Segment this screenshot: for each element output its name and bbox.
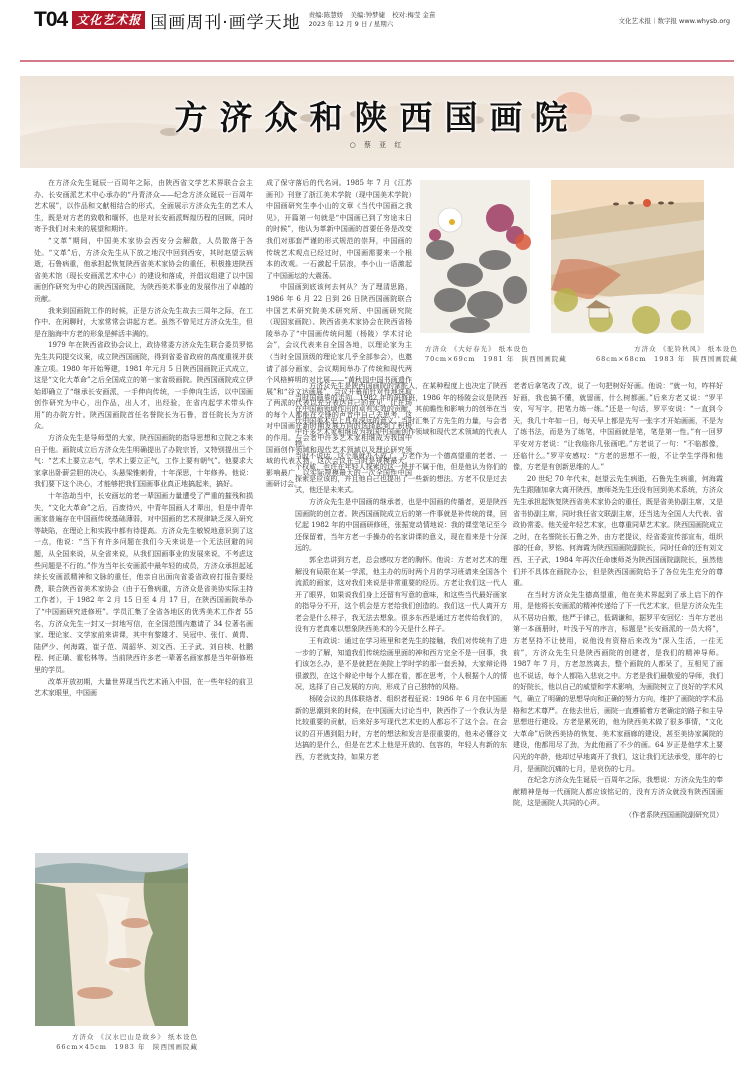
paragraph: 我来到国画院工作的时候，正是方济众先生故去三周年之际，在工作中、在闲聊时，大家常常会讲起方老。虽然不曾见过方济众先生，但是在脑海中方老的形象是鲜活丰满的。 bbox=[34, 306, 253, 338]
site-link[interactable]: 文化艺术报｜数字报 www.whysb.org bbox=[618, 16, 730, 25]
credits bbox=[309, 11, 441, 29]
article-column-1 bbox=[34, 178, 253, 843]
issue-date: 2023 年 12 月 9 日 / 星期六 bbox=[308, 20, 394, 28]
article-column-3 bbox=[295, 381, 507, 1071]
paragraph: 杨陵会议的具体联络者、组织者程征说：1986 年 6 月在中国画新的思潮到来的时候，在中国画大讨论当中，陕西作了一个我认为是比较重要的贡献，后来好多写现代艺术史的人都忘不了这个会。在会议的召开遇到阻力时，方老的想法和发言是很重要的，他未必懂谷文达搞的是什么，但是在艺术上他是开放的、包容的，年轻人有新的东西，方老就支持，如果方老 bbox=[295, 695, 507, 761]
credit-designer: 美编:钟梦婕 bbox=[350, 11, 386, 19]
painting-2-caption-meta: 68cm×68cm 1983 年 陕西国画院藏 bbox=[596, 355, 738, 363]
paragraph: 在方济众先生诞辰一百周年之际，由陕西省文学艺术界联合会主办、长安画派艺术中心承办的“丹青济众——纪念方济众诞辰一百周年艺术展”，以作品和文献相结合的形式，全面展示方济众先生的艺术人生，既是对方老的致敬和缅怀，也是对长安画派辉煌历程的回顾，同时寄予我们对未来的展望和期许。 bbox=[34, 179, 253, 234]
paper-logo: 文化艺术报 bbox=[72, 11, 145, 29]
credit-editor: 责编:陈慧娇 bbox=[308, 11, 344, 19]
painting-3-caption bbox=[38, 1032, 198, 1052]
painting-flowers bbox=[420, 180, 530, 333]
article-title: 方济众和陕西国画院 bbox=[174, 98, 580, 137]
paragraph: 在当时方济众先生德高望重，他在美术界起到了承上启下的作用，是他将长安画派的精神传递给了下一代艺术家，但是方济众先生从不居功自傲，他严于律己，低调谦和，据罗平安回忆：当年方老出第一本画册时，叶浅予写的序言，标题是“长安画派的一员大将”，方老坚持不让使用，说他没有资格后来改为“深入生活，一往无前”，方济众先生只是陕西画院的创建者，是我们的精神导师。1987 年 7 月，方老忽然离去，整个画院的人都呆了，互相见了面也不说话，每个人都陷入悲哀之中。方老是我们最敬爱的导师，我们的好院长，他以自己的威望和学术影响，为画院树立了良好的学术风气，确立了明确的思想导向和正确的努力方向，维护了画院的学术品格和艺术尊严。在他去世后，画院一直遵循着方老确定的路子和主导思想进行建设。方老是累死的，他为陕西美术做了很多事情，“文化大革命”后陕西美协的恢复、美术家画廊的建设，甚至美协家属院的建设，他都用尽了劲，为此他画了不少的画。64 岁正是他学术上要闪光的年龄，他却过早地离开了我们，这让我们无法承受，那年的七月，是画院沉痛的七月，是哀伤的七月。 bbox=[513, 590, 723, 773]
painting-2-caption bbox=[596, 344, 738, 364]
paragraph: 中国画到底该何去何从？为了理清思路，1986 年 6 月 22 日到 26 日陕西国画院联合中国艺术研究院美术研究所、中国画研究院（现国家画院）、陕西省美术家协会在陕西省杨陵举办了“中国画传统问题（杨陵）学术讨论会”，会议代表来自全国各地，以理论家为主（当时全国顶级的理论家几乎全部参会），也邀请了部分画家，会议期间举办了传统和现代两个风格鲜明的对比展——“黄秋园中国书画遗作展”和“谷文达画展”，会议开幕前针对性地选取了两派的代表以充分表达自己的意见，让在场的每个人都能在交锋的声音中自己去思考，这对中国画在新时期发展方向的选择起到了积极的作用。与会者中许多艺术家相继成为我国中国画创作领域和现代艺术领域以及理论研究领域的代表人物。这次会议在当时是规模最大、影响最广、以实际规模最大的一次全国性中国画研讨会。 bbox=[266, 283, 412, 489]
paragraph: 在纪念方济众先生诞辰一百周年之际，我想说：方济众先生的奉献精神是每一代画院人都应该铭记的，没有方济众就没有陕西国画院，这是画院人共同的心声。 bbox=[513, 776, 723, 808]
paragraph: 十年浩劫当中，长安画坛的老一辈国画力量遭受了严重的摧残和损失，“文化大革命”之后，百废待兴，中青年国画人才辈出，但是中青年画家普遍存在中国画传统基础薄弱，对中国画的艺术规律缺乏深入研究等缺陷，在理论上和实践中都有待提高。方济众先生敏锐地意识到了这一点，他说：“当下有许多问题在我们今天来说是一个无法回避的问题，从全国来说，从全省来说，从我们国画事业的发展来说，不考虑这些问题是不行的。”作为当年长安画派中最年轻的成员，方济众承担起延续长安画派精神和文脉的重任，他亲自出面向省委省政府打报告要经费，联合陕西省美术家协会（由于石鲁病重，方济众是省美协实际主持工作者），于 1982 年 2 月 15 日至 4 月 17 日，在陕西国画院举办了“中国画研究进修班”。学员汇集了全省各地区的优秀美术工作者 55 名，方济众先生一封又一封地写信，在全国范围内邀请了 34 位著名画家、理论家、文学家前来讲课，其中有黎雄才、吴冠中、张仃、黄胄、陆俨少、何海霞、崔子范、周韶华、刘文西、王子武、刘自椟、杜鹏程、何正璜、霍松林等。当前陕西许多老一辈著名画家都是当年研修班里的学员。 bbox=[34, 492, 253, 674]
painting-autumn-landscape bbox=[551, 180, 704, 333]
painting-1-caption bbox=[425, 344, 567, 364]
byline: ○ 蔡 亚 红 bbox=[349, 141, 405, 149]
paragraph: 方济众先生是陕西国画院的掌舵人，在某种程度上也决定了陕西当时国画界的走向。1982 年的研修班，1986 年的杨陵会议是陕西在中国画领域作出的卓有实效的贡献，其前瞻性和影响力的创举在当代中国美术史上具有深远的意义。当时汇集了方先生的力量，与会者中许多艺术家相继成为我国中国画创作领域和现代艺术领域的代表人物。 bbox=[295, 382, 507, 448]
river-landscape-art bbox=[35, 853, 188, 1026]
painting-river-landscape bbox=[35, 853, 188, 1026]
paragraph: “文革”期间，中国美术家协会西安分会解散，人员散落于各处。“文革”后，方济众先生从下放之地汉中回到西安，其时赵望云病逝，石鲁病重，他承担起恢复陕西省美术家协会的重任，积极推进陕西省美术馆（现长安画派艺术中心）的建设和落成，并倡议组建了以中国画创作研究为中心的陕西国画院，为陕西美术事业的发展作出了卓越的贡献。 bbox=[34, 236, 253, 303]
section-title: 国画周刊·画学天地 bbox=[150, 12, 301, 33]
paragraph: 1979 年在陕西省政协会议上，政协常委方济众先生联合委员罗铭先生共同提交议案，成立陕西国画院，得到省委省政府的高度重视并获准立项。1980 年开始筹建，1981 年元月 5 日陕西国画院正式成立，这是“文化大革命”之后全国成立的第一家省级画院。陕西国画院成立伊始即确立了“继承长安画派，一手伸向传统，一手伸向生活，以中国画创作研究为中心，出作品，出人才，出经验，在省内起学术带头作用”的办院方针。陕西国画院首任名誉院长为石鲁，首任院长为方济众。 bbox=[34, 341, 253, 431]
paragraph: 王有政说：通过在学习班里和老先生的接触，我们对传统有了进一步的了解，知道我们传统绘画里面的神和西方完全不是一回事，我们该怎么办，是不是就把在美院上学时学的那一套丢掉，大家辩论得很激烈，在这个辩论中每个人都在看，都在思考，个人根据个人的情况，选择了自己发展的方向，形成了自己独特的风格。 bbox=[295, 637, 507, 692]
author-note: （作者系陕西国画院副研究员） bbox=[625, 810, 723, 819]
flower-painting-art bbox=[420, 180, 530, 333]
painting-1-caption-title: 方济众 《大好春光》 纸本设色 bbox=[425, 345, 529, 353]
paragraph: 方济众先生是导师型的大家，陕西国画院的指导思想和立院之本来自于他。画院成立后方济众先生明确提出了办院宗旨，又特别提出三个气：“艺术上要立志气，学术上要立正气，工作上要有朝气”。他要求大家拿出卧薪尝胆的决心，头悬梁锥刺骨，十年深思，十年修养。他说：我们要下这个决心，才能够把我们国画事业真正地搞起来，搞好。 bbox=[34, 434, 253, 489]
page-number: T04 bbox=[34, 8, 68, 31]
paragraph: 郭全忠讲到方老，总会感叹方老的胸怀。他说：方老对艺术的理解没有局限在某一学派，他主办的历时两个月的学习班请来全国各个流派的画家，这对我们来说是非常重要的经历。方老让我们这一代人开了眼界，如果说我们身上还留有写意的意味，和这些当代最好画家的指导分不开，这个机会是方老给我们创造的。我们这一代人离开方老会是什么样子，我无法去想象。很多东西是通过方老传给我们的，没有方老真难以想象陕西美术的今天是什么样子。 bbox=[295, 555, 507, 634]
paragraph: 老者后拿笔改了改，说了一句把树好好画。他说：“就一句，咋样好好画，我也搞不懂，就留画，什么树都画。”后来方老又说：“罗平安，写写字，把笔力练一练。”还是一句话，罗平安说：“一直到今天，我几十年如一日，每天早上都是先写一张字才开始画画，不是为了练书法，而是为了练笔，中国画就是笔，笔是第一性。”有一回罗平安对方老说：“让我临你几张画吧。”方老说了一句：“不临都像，还临什么。”罗平安感叹：“方老的思想不一般，不让学生学得和他像，方老是有创新思维的人。” bbox=[513, 382, 723, 472]
credit-proofreader: 校对:梅莹 金苗 bbox=[392, 11, 436, 19]
paragraph: 成了保守落后的代名词。1985 年 7 月《江苏画刊》刊登了浙江美术学院（现中国美术学院）中国画研究生李小山的文章《当代中国画之我见》，开篇第一句就是“中国画已到了穷途末日的时候”，他认为革新中国画的首要任务是改变我们对那套严谨的形式规范的崇拜，中国画的传统艺术观点已经过时，中国画需要来一个根本的改观。一石激起千层浪，李小山一语激起了中国画坛的大震荡。 bbox=[266, 179, 412, 280]
paragraph: 20 世纪 70 年代末，赵望云先生病逝，石鲁先生病重，何海霞先生跟随加拿大离开陕西，康师尧先生还没有回到美术系统，方济众先生承担起恢复陕西省美术家协会的重任，既是省美协副主席，又是省书协副主席，同时我任省文联副主席，还当选为全国人大代表、省政协常委。他关爱年轻艺术家，也尊重同辈艺术家。陕西国画院成立之时，在名誉院长石鲁之外，由方老提议，经省委宣传部宣布，组织部的任命，罗铭、何海霞为陕西国画院副院长，同时任命的还有刘文西、王子武，1984 年再次任命康师尧为陕西国画院副院长，虽然他们并不具体在画院办公，但是陕西国画院给予了各位先生充分的尊重。 bbox=[513, 474, 723, 588]
paragraph: 改革开放初期，大量世界现当代艺术涌入中国，在一些年轻的前卫艺术家眼里，中国画 bbox=[34, 677, 253, 698]
painting-3-caption-meta: 66cm×45cm 1983 年 陕西国画院藏 bbox=[56, 1043, 198, 1051]
masthead bbox=[34, 8, 730, 32]
title-banner bbox=[20, 76, 734, 168]
painting-1-caption-meta: 70cm×69cm 1981 年 陕西国画院藏 bbox=[425, 355, 567, 363]
paragraph: 当时不说话，这个事就办不成了。方老作为一个德高望重的老者、一个权威，也许在年轻人探索的这一块并不属于他，但是他认为你们的探索是应该的，并且他自己也提出了一些新的想法。方老不仅是过去式，他还是未来式。 bbox=[295, 451, 507, 495]
painting-3-caption-title: 方济众 《汉水巴山是故乡》 纸本设色 bbox=[71, 1033, 198, 1041]
article-column-4 bbox=[513, 381, 723, 1071]
painting-2-caption-title: 方济众 《驼铃秋风》 纸本设色 bbox=[634, 345, 738, 353]
paragraph: 方济众先生是中国画的继承者，也是中国画的传播者，更是陕西国画院的创立者。陕西国画院成立后的第一件事就是补传统的课，回忆起 1982 年的中国画研修班，张振宽动情地说：我的课堂笔记至今还保留着，当年方老一手操办的名家讲课的意义，现在看来是十分深远的。 bbox=[295, 497, 507, 553]
header-rule bbox=[20, 60, 734, 62]
autumn-landscape-art bbox=[551, 180, 704, 333]
